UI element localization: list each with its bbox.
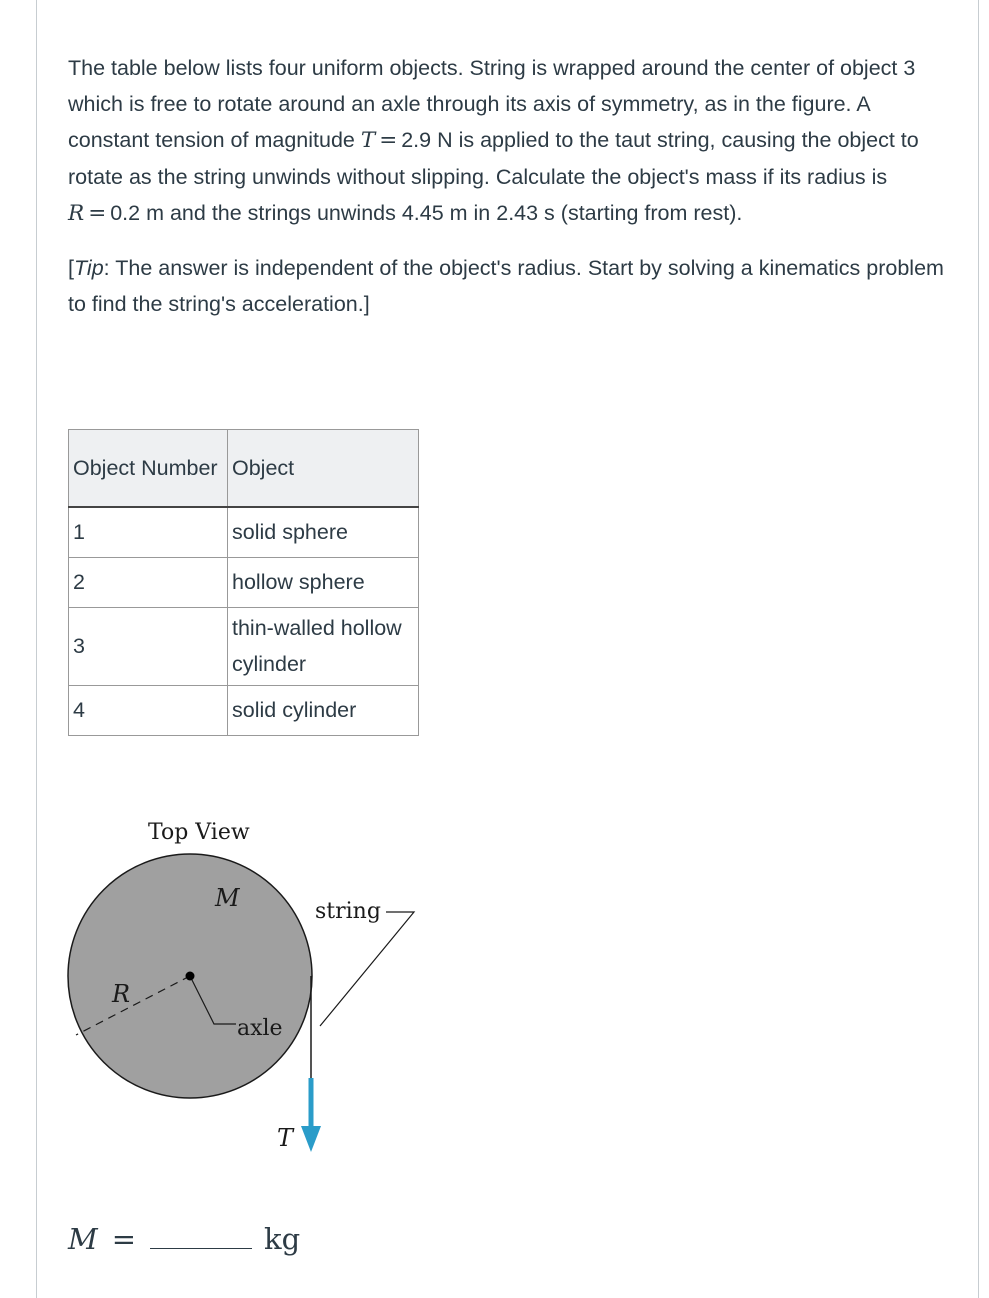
object-number-cell: 1 [69,507,228,557]
axle-label: axle [237,1016,283,1041]
object-number-cell: 4 [69,685,228,735]
answer-input[interactable] [150,1218,252,1249]
answer-equals: = [111,1222,137,1256]
radius-symbol: R [68,201,85,226]
tension-value: 2.9 N [401,128,453,152]
tension-label: T [277,1124,294,1152]
object-name-cell: solid sphere [228,507,419,557]
tension-symbol: T [360,128,376,153]
string-leader-line [320,912,414,1026]
statement-part-2: is applied to the taut string, causing the object to rotate as the string unwinds without slipping. Calculate the object's mass if its radius is [68,128,919,189]
statement-part-1: The table below lists four uniform objects. String is wrapped around the center of object 3 which is free to rotate around an axle through its axis of symmetry, as in the figure. A constant tension of magnitude [68,56,916,152]
answer-row [68,1218,300,1262]
axle-dot [186,972,195,981]
object-number-cell: 3 [69,607,228,685]
object-name-cell: solid cylinder [228,685,419,735]
tip-text: : The answer is independent of the object's radius. Start by solving a kinematics problem to find the string's acceleration.] [68,256,944,316]
object-name-cell: thin-walled hollow cylinder [228,607,419,685]
object-number-cell: 2 [69,557,228,607]
figure-title: Top View [148,820,250,845]
tip-bracket: [ [68,256,74,280]
tension-arrow-head [301,1126,321,1152]
tension-arrow [301,1078,321,1152]
equals-sign: = [379,128,398,153]
string-label: string [315,899,381,924]
radius-value: 0.2 m [110,201,164,225]
statement-part-3: and the strings unwinds 4.45 m in 2.43 s (starting from rest). [164,201,743,225]
header-object: Object [228,430,419,508]
tip-label: Tip [73,256,104,280]
equals-sign: = [88,201,107,226]
object-name-cell: hollow sphere [228,557,419,607]
mass-label: M [215,884,240,912]
answer-unit: kg [264,1222,301,1256]
header-object-number: Object Number [69,430,228,508]
answer-variable: M [68,1222,98,1256]
radius-label: R [112,980,131,1008]
